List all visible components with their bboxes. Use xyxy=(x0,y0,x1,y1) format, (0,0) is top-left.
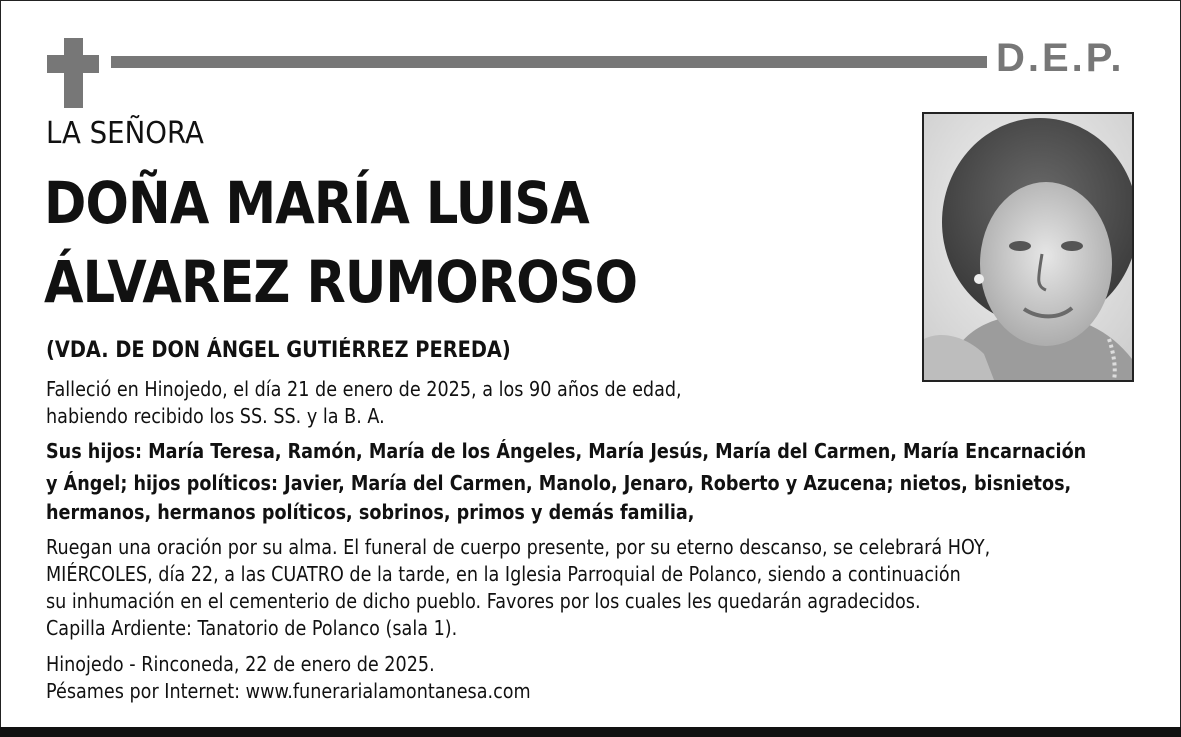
header-rule xyxy=(111,56,987,68)
portrait-photo xyxy=(922,112,1134,382)
portrait-photo-graphic xyxy=(924,114,1132,380)
chapel-line: Capilla Ardiente: Tanatorio de Polanco (sala 1). xyxy=(46,616,458,640)
service-line: Ruegan una oración por su alma. El funeral de cuerpo presente, por su eterno descanso, se celebrará HOY, xyxy=(46,535,991,559)
service-line: MIÉRCOLES, día 22, a las CUATRO de la tarde, en la Iglesia Parroquial de Polanco, siendo a continuación xyxy=(46,562,961,586)
service-line: su inhumación en el cementerio de dicho pueblo. Favores por los cuales les quedarán agradecidos. xyxy=(46,589,921,613)
family-line: Sus hijos: María Teresa, Ramón, María de los Ángeles, María Jesús, María del Carmen, María Encarnación xyxy=(46,439,1087,463)
death-line: habiendo recibido los SS. SS. y la B. A. xyxy=(46,404,385,428)
dep-heading: D.E.P. xyxy=(996,36,1125,80)
widow-of: (VDA. DE DON ÁNGEL GUTIÉRREZ PEREDA) xyxy=(46,338,511,363)
family-line: y Ángel; hijos políticos: Javier, María del Carmen, Manolo, Jenaro, Roberto y Azucena; nietos, bisnietos, xyxy=(46,471,1072,495)
family-line: hermanos, hermanos políticos, sobrinos, primos y demás familia, xyxy=(46,500,695,524)
deceased-name-line-2: ÁLVAREZ RUMOROSO xyxy=(44,248,638,316)
deceased-name-line-1: DOÑA MARÍA LUISA xyxy=(44,169,589,237)
place-date-line: Hinojedo - Rinconeda, 22 de enero de 2025. xyxy=(46,652,435,676)
cross-horizontal-bar xyxy=(47,55,99,73)
honorific: LA SEÑORA xyxy=(46,116,204,151)
death-line: Falleció en Hinojedo, el día 21 de enero de 2025, a los 90 años de edad, xyxy=(46,377,682,401)
bottom-bar xyxy=(0,727,1181,737)
cross-vertical-bar xyxy=(64,38,83,108)
condolences-line: Pésames por Internet: www.funerarialamontanesa.com xyxy=(46,679,531,703)
